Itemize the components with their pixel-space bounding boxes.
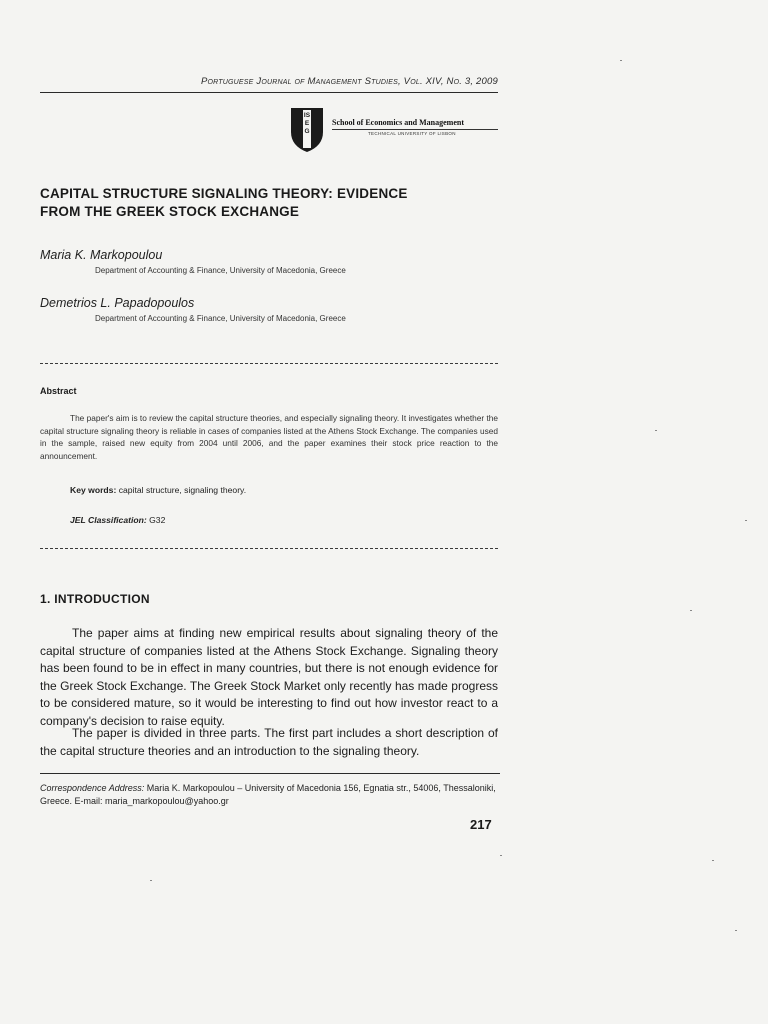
jel-line	[70, 515, 165, 525]
scan-speck	[735, 930, 737, 931]
intro-paragraph: The paper is divided in three parts. The first part includes a short description of the capital structure theories and an introduction to the signaling theory.	[40, 726, 498, 758]
scan-speck	[500, 855, 502, 856]
scan-speck	[620, 60, 622, 61]
university-name: TECHNICAL UNIVERSITY OF LISBON	[368, 131, 456, 136]
author-name: Maria K. Markopoulou	[40, 248, 163, 262]
jel-label: JEL Classification:	[70, 515, 147, 525]
title-line-1: CAPITAL STRUCTURE SIGNALING THEORY: EVIDENCE	[40, 186, 408, 201]
title-line-2: FROM THE GREEK STOCK EXCHANGE	[40, 204, 300, 219]
scan-speck	[712, 860, 714, 861]
scan-speck	[150, 880, 152, 881]
paper-title	[40, 185, 460, 221]
author-affiliation: Department of Accounting & Finance, University of Macedonia, Greece	[95, 266, 346, 275]
institution-logo	[288, 106, 498, 156]
page-number: 217	[470, 817, 492, 832]
abstract-heading: Abstract	[40, 386, 77, 396]
keywords-value: capital structure, signaling theory.	[118, 485, 247, 495]
correspondence-label: Correspondence Address:	[40, 783, 145, 793]
author-affiliation: Department of Accounting & Finance, University of Macedonia, Greece	[95, 314, 346, 323]
seal-letters: ISEG	[303, 112, 311, 135]
section-heading: 1. INTRODUCTION	[40, 592, 150, 606]
correspondence-address	[40, 782, 500, 808]
jel-value: G32	[149, 515, 166, 525]
logo-rule	[332, 129, 498, 130]
keywords-line	[70, 485, 246, 495]
divider	[40, 363, 498, 364]
scan-speck	[655, 430, 657, 431]
scan-speck	[745, 520, 747, 521]
intro-paragraph: The paper aims at finding new empirical results about signaling theory of the capital structure of companies listed at the Athens Stock Exchange. Signaling theory has been found to be in effect in many countries, but there is not enough evidence for the Greek Stock Exchange. The Greek Stock Market only recently has made progress to be considered mature, so it would be interesting to find out how investor react to a company's decision to raise equity.	[40, 626, 498, 728]
keywords-label: Key words:	[70, 485, 117, 495]
divider	[40, 548, 498, 549]
correspondence-text: Maria K. Markopoulou – University of Macedonia 156, Egnatia str., 54006, Thessaloniki, Greece. E-mail: maria_markopoulou@yahoo.gr	[40, 783, 496, 806]
header-rule	[40, 92, 498, 93]
journal-header: Portuguese Journal of Management Studies, Vol. XIV, No. 3, 2009	[200, 76, 498, 87]
author-name: Demetrios L. Papadopoulos	[40, 296, 195, 310]
abstract-text: The paper's aim is to review the capital structure theories, and especially signaling theory. It investigates whether the capital structure signaling theory is reliable in cases of companies listed at the Athens Stock Exchange. The companies used in the sample, raised new equity from 2004 until 2006, and the paper examines their stock price reaction to the announcement.	[40, 413, 498, 461]
footnote-rule	[40, 773, 500, 774]
school-name: School of Economics and Management	[332, 118, 464, 127]
scan-speck	[690, 610, 692, 611]
